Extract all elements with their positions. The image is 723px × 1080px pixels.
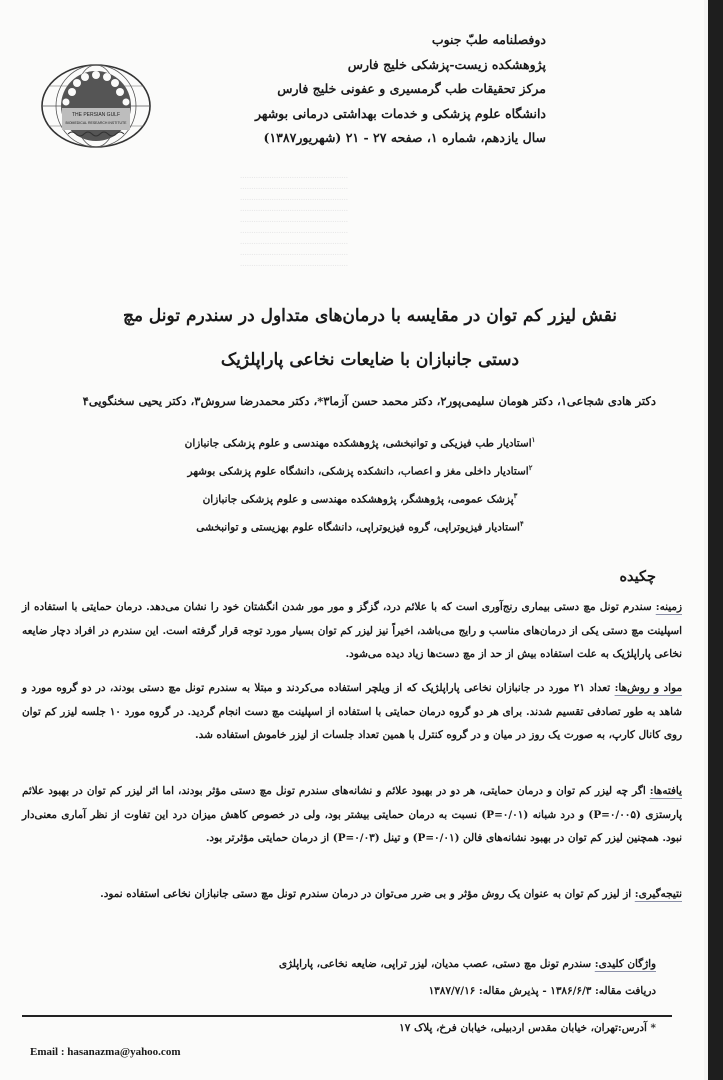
section-label: واژگان کلیدی: [594,958,656,970]
abstract-results: یافته‌ها: اگر چه لیزر کم توان و درمان حمایتی، هر دو در بهبود علائم و نشانه‌های سندرم تونل مچ دستی مؤثر بودند، اما اثر لیزر کم توان در بهبود علائم پارستزی (P=۰/۰۰۵) و درد شبانه (P=۰/۰۱) نسبت به درمان حمایتی بیشتر بود، ولی در خصوص کاهش میزان درد این تفاوت از نظر آماری معنی‌دار نبود. همچنین لیزر کم توان در بهبود نشانه‌های فالن (P=۰/۰۱) و تینل (P=۰/۰۳) از درمان حمایتی مؤثرتر بود. [22,785,682,844]
author-list: دکتر هادی شجاعی۱، دکتر هومان سلیمی‌پور۲، دکتر محمد حسن آزما۳*، دکتر محمدرضا سروش۳، دکتر یحیی سخنگویی۴ [82,394,656,408]
journal-logo-icon [40,62,152,150]
abstract-methods: مواد و روش‌ها: تعداد ۲۱ مورد در جانبازان نخاعی پاراپلژیک که از ویلچر استفاده می‌کردند و مبتلا به سندرم تونل مچ دستی بودند، در دو گروه مورد و شاهد به طور تصادفی تقسیم شدند. برای هر دو گروه درمان حمایتی با استفاده از اسپلینت مچ دست انجام گردید. در گروه مورد ۱۰ جلسه لیزر کم توان روی کانال کارپ، به صورت یک روز در میان و در گروه کنترل با همین تعداد جلسات از لیزر خاموش استفاده شد. [22,682,683,741]
correspondence-email: Email : hasanazma@yahoo.com [30,1046,181,1058]
affiliation-item: $^۳$پزشک عمومی، پژوهشگر، پژوهشکده مهندسی و علوم پزشکی جانبازان [202,491,518,506]
keywords: واژگان کلیدی: سندرم تونل مچ دستی، عصب مدیان، لیزر تراپی، ضایعه نخاعی، پاراپلژی [278,958,656,970]
research-center-name: مرکز تحقیقات طب گرمسیری و عفونی خلیج فارس [277,81,546,96]
affiliation-item: $^۲$استادیار داخلی مغز و اعصاب، دانشکده پزشکی، دانشگاه علوم پزشکی بوشهر [187,463,533,478]
svg-text:BIOMEDICAL RESEARCH INSTITUTE: BIOMEDICAL RESEARCH INSTITUTE [65,121,127,125]
received-accepted-dates: دریافت مقاله: ۱۳۸۶/۶/۳ - پذیرش مقاله: ۱۳۸۷/۷/۱۶ [428,985,656,997]
correspondence-address: * آدرس:تهران، خیابان مقدس اردبیلی، خیابان فرخ، پلاک ۱۷ [399,1022,656,1034]
article-title [60,294,680,382]
university-name: دانشگاه علوم پزشکی و خدمات بهداشتی درمانی بوشهر [255,105,546,121]
abstract-heading: چکیده [619,568,656,585]
section-label: نتیجه‌گیری: [634,888,682,900]
title-line-2: دستی جانبازان با ضایعات نخاعی پاراپلژیک [220,350,520,370]
section-label: مواد و روش‌ها: [614,682,683,694]
section-label: یافته‌ها: [649,785,682,797]
title-line-1: نقش لیزر کم توان در مقایسه با درمان‌های متداول در سندرم تونل مچ [122,306,618,326]
footnote-divider [22,1015,672,1017]
affiliations [140,428,580,540]
institute-name: پژوهشکده زیست-پزشکی خلیج فارس [347,56,546,72]
svg-text:THE PERSIAN GULF: THE PERSIAN GULF [71,112,121,118]
journal-name: دوفصلنامه طبّ جنوب [431,32,546,47]
abstract-conclusion: نتیجه‌گیری: از لیزر کم توان به عنوان یک روش مؤثر و بی ضرر می‌توان در درمان سندرم تونل مچ دستی جانبازان نخاعی استفاده نمود. [100,888,682,900]
affiliation-item: $^۴$استادیار فیزیوتراپی، گروه فیزیوتراپی، دانشگاه علوم بهزیستی و توانبخشی [196,519,524,534]
scan-border [708,0,723,1080]
abstract-background: زمینه: سندرم تونل مچ دستی بیماری رنج‌آوری است که با علائم درد، گزگز و مور مور شدن انگشتان خود را نشان می‌دهد. درمان حمایتی با استفاده از اسپلینت مچ دستی یکی از درمان‌های مناسب و رایج می‌باشد، اخیراً نیز لیزر کم توان بسیار مورد توجه قرار گرفته است. این سندرم در افراد دچار ضایعه نخاعی پاراپلژیک به علت استفاده بیش از حد از مچ دست‌ها زیاد دیده می‌شود. [22,601,682,660]
journal-header [186,28,546,151]
section-label: زمینه: [655,601,682,613]
affiliation-item: $^۱$استادیار طب فیزیکی و توانبخشی، پژوهشکده مهندسی و علوم پزشکی جانبازان [184,435,536,450]
issue-info: سال یازدهم، شماره ۱، صفحه ۲۷ - ۲۱ (شهریور۱۳۸۷) [263,130,546,145]
show-through-text: ................................................ ................................................ ................................................ ................................................ ................................................ ................................................ ................................................ ................................................ ................................................ [240,170,348,268]
